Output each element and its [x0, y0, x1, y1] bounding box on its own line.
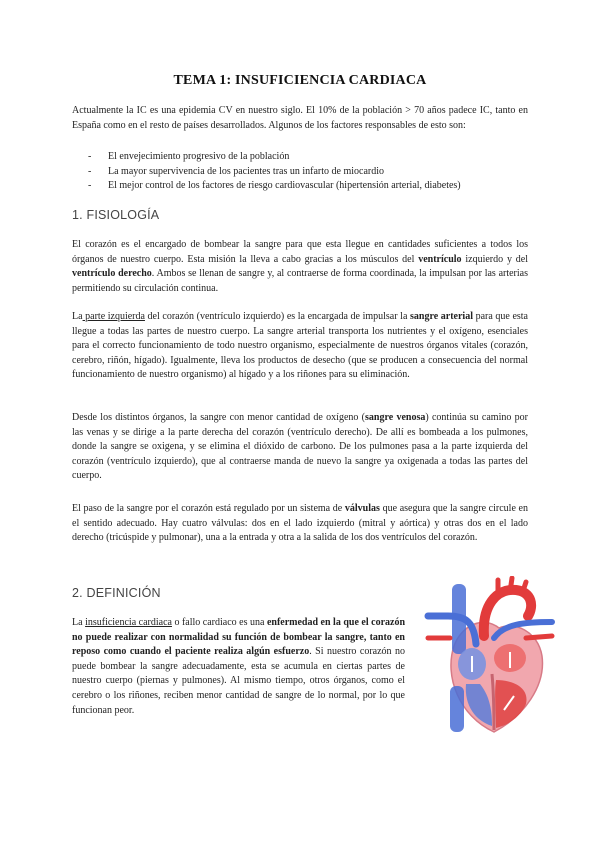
- factors-list: [88, 150, 528, 194]
- definicion-paragraph: La insuficiencia cardiaca o fallo cardiaco es una enfermedad en la que el corazón no puede realizar con normalidad su función de bombear la sangre, tanto en reposo como cuando el paciente realiza algún esfuerzo. Si nuestro corazón no puede bombear la sangre adecuadamente, esta se acumula en ciertas partes de nuestro cuerpo (piernas y pulmones). Al mismo tiempo, otros órganos, como el cerebro o los riñones, reciben menor cantidad de sangre de lo normal, por lo que funcionan peor.: [72, 617, 406, 716]
- fisiologia-paragraph-2: La parte izquierda del corazón (ventrículo izquierdo) es la encargada de impulsar la sangre arterial para que esta llegue a todas las partes de nuestro cuerpo. La sangre arterial transporta los nutrientes y el oxígeno, esenciales para el correcto funcionamiento de todo nuestro organismo, especialmente de nuestros órganos vitales (corazón, cerebro, riñón, hígado). Igualmente, lleva los productos de desecho (que se producen a consecuencia del normal funcionamiento de nuestro organismo) al hígado y a los riñones para su eliminación.: [72, 311, 528, 381]
- list-item: - El mejor control de los factores de riesgo cardiovascular (hipertensión arterial, diabetes): [88, 179, 528, 194]
- list-item: - El envejecimiento progresivo de la población: [88, 150, 528, 165]
- intro-paragraph: Actualmente la IC es una epidemia CV en nuestro siglo. El 10% de la población > 70 años padece IC, tanto en España como en el resto de países desarrollados. Algunos de los factores responsables de esto son:: [72, 105, 528, 131]
- page-title: TEMA 1: INSUFICIENCIA CARDIACA: [173, 73, 427, 88]
- fisiologia-paragraph-1: El corazón es el encargado de bombear la sangre para que esta llegue en cantidades suficientes a todos los órganos de nuestro cuerpo. Esta misión la lleva a cabo gracias a los músculos del ventrículo izquierdo y del ventrículo derecho. Ambos se llenan de sangre y, al contraerse de forma coordinada, la impulsan por las arterias permitiendo su circulación continua.: [72, 239, 528, 294]
- list-item: - La mayor supervivencia de los pacientes tras un infarto de miocardio: [88, 165, 528, 180]
- section-heading-definicion: 2. DEFINICIÓN: [72, 586, 161, 600]
- heart-diagram-image: [414, 576, 564, 736]
- fisiologia-paragraph-4: El paso de la sangre por el corazón está regulado por un sistema de válvulas que asegura que la sangre circule en el sentido adecuado. Hay cuatro válvulas: dos en el lado izquierdo (mitral y aórtica) y otras dos en el lado derecho (tricúspide y pulmonar), una a la entrada y otra a la salida de los dos ventrículos del corazón.: [72, 503, 528, 544]
- fisiologia-paragraph-3: Desde los distintos órganos, la sangre con menor cantidad de oxígeno (sangre venosa) continúa su camino por las venas y se dirige a la parte derecha del corazón (ventrículo derecho). De allí es bombeada a los pulmones, donde la sangre se oxigena, y se elimina el dióxido de carbono. De los pulmones pasa a la parte izquierda del corazón (ventrículo izquierdo), que al contraerse manda de nuevo la sangre ya oxigenada a todas las partes del cuerpo.: [72, 412, 528, 482]
- section-heading-fisiologia: 1. FISIOLOGÍA: [72, 208, 160, 222]
- heart-diagram-icon: [414, 576, 564, 736]
